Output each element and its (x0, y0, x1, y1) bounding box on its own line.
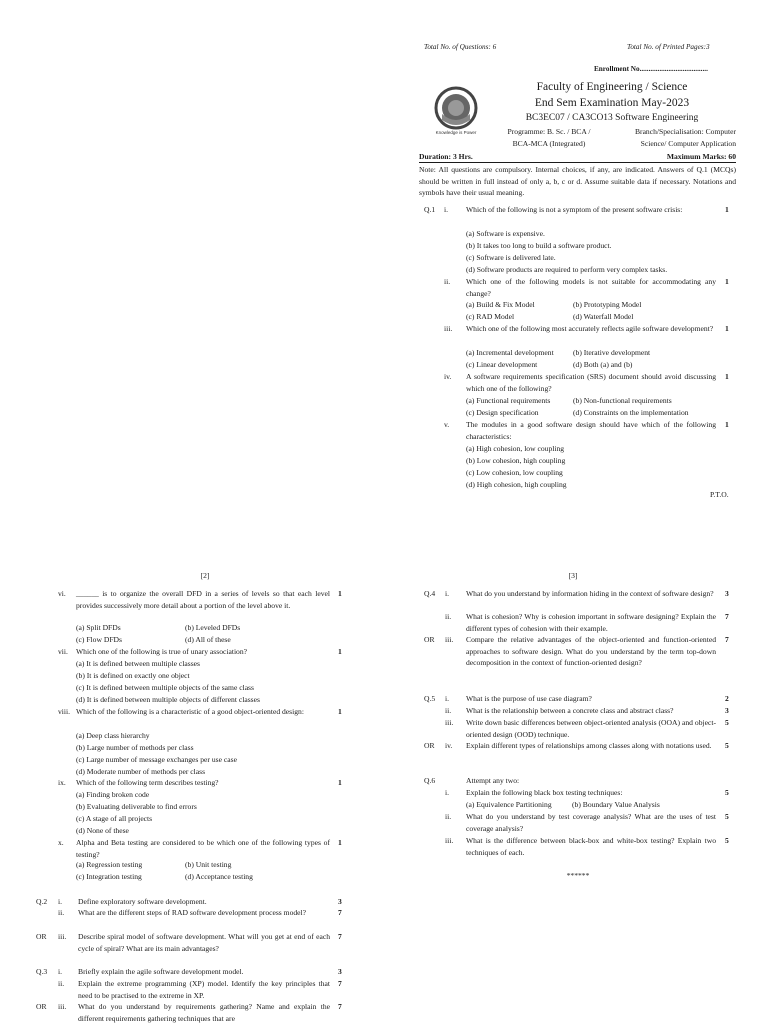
q6-i-num: i. (445, 788, 450, 797)
q5-iv-text: Explain different types of relationships among classes along with notations used. (466, 741, 712, 750)
q1-iii-option-d: (d) Both (a) and (b) (573, 360, 633, 369)
q1-viii-option-c: (c) Large number of message exchanges per use case (76, 755, 237, 764)
q1-ix-option-d: (d) None of these (76, 826, 129, 835)
q5-ii-text: What is the relationship between a concrete class and abstract class? (466, 706, 674, 715)
q1-iv-text: A software requirements specification (SRS) document should avoid discussing which one of the following? (466, 372, 716, 393)
q1-i-marks: 1 (725, 205, 729, 214)
q1-i-num: i. (444, 205, 449, 214)
enrollment-number: Enrollment No...................................... (594, 65, 708, 73)
q1-ii-text: Which one of the following models is not suitable for accommodating any change? (466, 277, 716, 298)
q2-i-num: i. (58, 897, 63, 906)
q1-i-text: Which of the following is not a symptom of the present software crisis: (466, 205, 683, 214)
q1-viii-option-d: (d) Moderate number of methods per class (76, 767, 206, 776)
q4-label: Q.4 (424, 589, 436, 598)
q1-iv-option-a: (a) Functional requirements (466, 396, 551, 405)
q3-i-marks: 3 (338, 967, 342, 976)
university-logo (426, 84, 486, 136)
header-divider (419, 162, 736, 163)
q6-label: Q.6 (424, 776, 436, 785)
q1-vi-num: vi. (58, 589, 66, 598)
q1-ii-option-c: (c) RAD Model (466, 312, 515, 321)
q2-i-marks: 3 (338, 897, 342, 906)
q1-v-option-a: (a) High cohesion, low coupling (466, 444, 565, 453)
q1-iii-marks: 1 (725, 324, 729, 333)
q2-or-label: OR (36, 932, 47, 941)
q2-ii-text: What are the different steps of RAD software development process model? (78, 908, 307, 917)
q5-i-marks: 2 (725, 694, 729, 703)
q1-vii-option-c: (c) It is defined between multiple objects of the same class (76, 683, 254, 692)
q1-x-option-a: (a) Regression testing (76, 860, 143, 869)
exam-title: End Sem Examination May-2023 (534, 97, 690, 109)
q1-x-marks: 1 (338, 838, 342, 847)
programme-line-2: BCA-MCA (Integrated) (512, 139, 586, 148)
q1-iii-option-c: (c) Linear development (466, 360, 538, 369)
q1-viii-marks: 1 (338, 707, 342, 716)
q6-ii-text: What do you understand by test coverage analysis? What are the uses of test coverage analysis? (466, 812, 716, 833)
q1-iii-num: iii. (444, 324, 453, 333)
q1-label: Q.1 (424, 205, 436, 214)
svg-text:Knowledge is Power: Knowledge is Power (435, 130, 477, 135)
q4-ii-num: ii. (445, 612, 452, 621)
q1-viii-option-a: (a) Deep class hierarchy (76, 731, 150, 740)
q1-x-option-d: (d) Acceptance testing (185, 872, 253, 881)
programme-line-1: Programme: B. Sc. / BCA / (507, 127, 591, 136)
q2-iii-marks: 7 (338, 932, 342, 941)
q1-ii-option-d: (d) Waterfall Model (573, 312, 634, 321)
q1-x-text: Alpha and Beta testing are considered to be which one of the following types of testing? (76, 838, 330, 859)
q2-label: Q.2 (36, 897, 48, 906)
q5-ii-marks: 3 (725, 706, 729, 715)
q1-iv-option-c: (c) Design specification (466, 408, 539, 417)
q5-iii-text: Write down basic differences between object-oriented analysis (OOA) and object-oriented design (OOD) technique. (466, 718, 716, 739)
q6-intro: Attempt any two: (466, 776, 520, 785)
q1-v-option-d: (d) High cohesion, high coupling (466, 480, 567, 489)
q1-x-num: x. (58, 838, 64, 847)
q1-vii-option-d: (d) It is defined between multiple objects of different classes (76, 695, 260, 704)
q3-i-num: i. (58, 967, 63, 976)
page-3-number: [3] (568, 571, 578, 580)
q1-ii-option-b: (b) Prototyping Model (573, 300, 642, 309)
q4-ii-marks: 7 (725, 612, 729, 621)
q1-vi-option-a: (a) Split DFDs (76, 623, 121, 632)
q4-i-num: i. (445, 589, 450, 598)
q3-ii-num: ii. (58, 979, 65, 988)
q5-ii-num: ii. (445, 706, 452, 715)
q1-ii-option-a: (a) Build & Fix Model (466, 300, 535, 309)
q1-iv-num: iv. (444, 372, 452, 381)
q3-iii-text: What do you understand by requirements gathering? Name and explain the different requirements gathering techniques that are (78, 1002, 330, 1023)
q1-ix-option-a: (a) Finding broken code (76, 790, 150, 799)
q5-iv-num: iv. (445, 741, 453, 750)
q1-iv-option-d: (d) Constraints on the implementation (573, 408, 689, 417)
q6-i-marks: 5 (725, 788, 729, 797)
q3-label: Q.3 (36, 967, 48, 976)
q4-i-text: What do you understand by information hiding in the context of software design? (466, 589, 714, 598)
q4-or-label: OR (424, 635, 435, 644)
q4-i-marks: 3 (725, 589, 729, 598)
q1-vi-option-b: (b) Leveled DFDs (185, 623, 241, 632)
q1-iii-option-a: (a) Incremental development (466, 348, 554, 357)
q3-iii-marks: 7 (338, 1002, 342, 1011)
q1-ix-num: ix. (58, 778, 66, 787)
q1-iii-text: Which one of the following most accurately reflects agile software development? (466, 324, 714, 333)
q1-vi-text: ______ is to organize the overall DFD in a series of levels so that each level provides successively more detail about a portion of the level above it. (76, 589, 330, 610)
q3-ii-text: Explain the extreme programming (XP) model. Identify the key principles that need to be practised to the extreme in XP. (78, 979, 330, 1000)
q5-i-num: i. (445, 694, 450, 703)
q2-ii-marks: 7 (338, 908, 342, 917)
q3-i-text: Briefly explain the agile software development model. (78, 967, 244, 976)
q1-ii-num: ii. (444, 277, 451, 286)
q1-v-num: v. (444, 420, 450, 429)
pto-marker: P.T.O. (710, 490, 729, 499)
q6-ii-marks: 5 (725, 812, 729, 821)
q3-iii-num: iii. (58, 1002, 67, 1011)
q1-iv-marks: 1 (725, 372, 729, 381)
q1-vii-num: vii. (58, 647, 68, 656)
q1-vii-text: Which one of the following is true of unary association? (76, 647, 248, 656)
q5-iv-marks: 5 (725, 741, 729, 750)
q1-vi-option-c: (c) Flow DFDs (76, 635, 122, 644)
q6-i-option-b: (b) Boundary Value Analysis (572, 800, 660, 809)
q1-iv-option-b: (b) Non-functional requirements (573, 396, 672, 405)
q6-iii-marks: 5 (725, 836, 729, 845)
q6-iii-text: What is the difference between black-box and white-box testing? Explain two techniques of each. (466, 836, 716, 857)
q1-viii-num: viii. (58, 707, 71, 716)
q4-iii-num: iii. (445, 635, 454, 644)
q1-vii-marks: 1 (338, 647, 342, 656)
q2-ii-num: ii. (58, 908, 65, 917)
q1-i-option-d: (d) Software products are required to perform very complex tasks. (466, 265, 668, 274)
q1-v-option-b: (b) Low cohesion, high coupling (466, 456, 566, 465)
q6-i-option-a: (a) Equivalence Partitioning (466, 800, 552, 809)
q1-vii-option-a: (a) It is defined between multiple classes (76, 659, 200, 668)
q6-ii-num: ii. (445, 812, 452, 821)
q3-ii-marks: 7 (338, 979, 342, 988)
q5-label: Q.5 (424, 694, 436, 703)
instructions-note: Note: All questions are compulsory. Internal choices, if any, are indicated. Answers of Q.1 (MCQs) should be written in full instead of only a, b, c or d. Assume suitable data if necessary. Notations and symbols have their usual meaning. (419, 165, 736, 198)
q1-viii-text: Which of the following is a characteristic of a good object-oriented design: (76, 707, 304, 716)
q1-ix-option-c: (c) A stage of all projects (76, 814, 153, 823)
q1-v-option-c: (c) Low cohesion, low coupling (466, 468, 563, 477)
q1-x-option-b: (b) Unit testing (185, 860, 232, 869)
q4-ii-text: What is cohesion? Why is cohesion important in software designing? Explain the different types of cohesion with their example. (466, 612, 716, 633)
q1-vi-option-d: (d) All of these (185, 635, 231, 644)
q5-i-text: What is the purpose of use case diagram? (466, 694, 592, 703)
q4-iii-text: Compare the relative advantages of the object-oriented and function-oriented approaches to software design. What do you understand by the term top-down decomposition in the context of function-oriented design? (466, 635, 716, 668)
end-of-paper-marker: ****** (566, 871, 590, 880)
q1-i-option-a: (a) Software is expensive. (466, 229, 545, 238)
q1-x-option-c: (c) Integration testing (76, 872, 142, 881)
q1-v-marks: 1 (725, 420, 729, 429)
q1-viii-option-b: (b) Large number of methods per class (76, 743, 194, 752)
q1-ix-text: Which of the following term describes testing? (76, 778, 219, 787)
q1-i-option-b: (b) It takes too long to build a software product. (466, 241, 612, 250)
q1-ix-option-b: (b) Evaluating deliverable to find errors (76, 802, 197, 811)
q1-ii-marks: 1 (725, 277, 729, 286)
q5-or-label: OR (424, 741, 435, 750)
q5-iii-marks: 5 (725, 718, 729, 727)
q5-iii-num: iii. (445, 718, 454, 727)
q3-or-label: OR (36, 1002, 47, 1011)
q1-iii-option-b: (b) Iterative development (573, 348, 651, 357)
q2-iii-text: Describe spiral model of software development. What will you get at end of each cycle of spiral? What are its main advantages? (78, 932, 330, 953)
duration: Duration: 3 Hrs. (419, 152, 473, 161)
branch-line-2: Science/ Computer Application (640, 139, 736, 148)
q1-v-text: The modules in a good software design should have which of the following characteristics: (466, 420, 716, 441)
branch-line-1: Branch/Specialisation: Computer (634, 127, 736, 136)
maximum-marks: Maximum Marks: 60 (666, 152, 736, 161)
q2-iii-num: iii. (58, 932, 67, 941)
q6-iii-num: iii. (445, 836, 454, 845)
q1-i-option-c: (c) Software is delivered late. (466, 253, 556, 262)
faculty-title: Faculty of Engineering / Science (536, 81, 688, 93)
total-pages: Total No. of Printed Pages:3 (627, 43, 710, 51)
q1-ix-marks: 1 (338, 778, 342, 787)
course-title: BC3EC07 / CA3CO13 Software Engineering (525, 113, 699, 123)
q1-vii-option-b: (b) It is defined on exactly one object (76, 671, 190, 680)
q6-i-text: Explain the following black box testing techniques: (466, 788, 623, 797)
q4-iii-marks: 7 (725, 635, 729, 644)
q1-vi-marks: 1 (338, 589, 342, 598)
page-2-number: [2] (200, 571, 210, 580)
q2-i-text: Define exploratory software development. (78, 897, 207, 906)
total-questions: Total No. of Questions: 6 (424, 43, 497, 51)
